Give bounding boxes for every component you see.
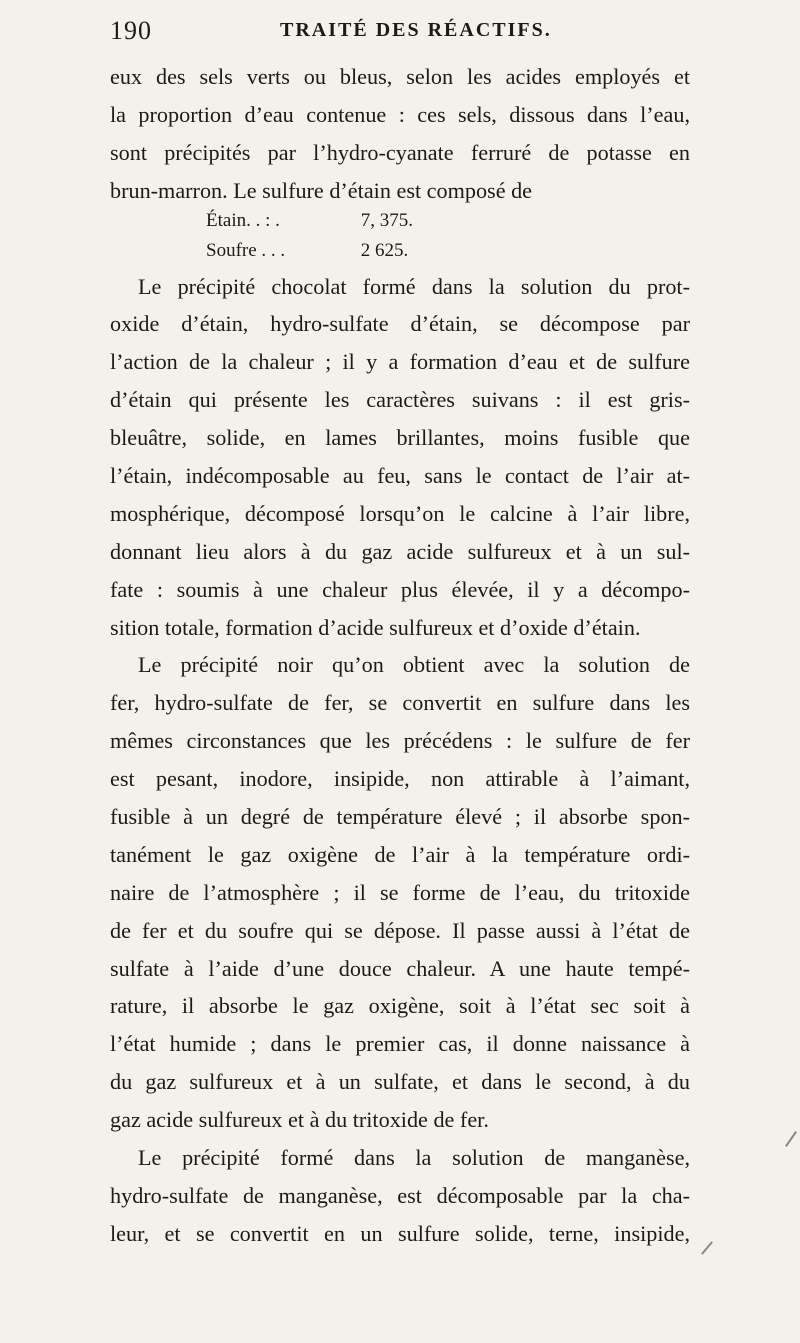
text-line: leur, et se convertit en un sulfure solide, terne, insipide, — [110, 1220, 690, 1246]
text-line: l’étain, indécomposable au feu, sans le contact de l’air at- — [110, 463, 690, 489]
text-line: naire de l’atmosphère ; il se forme de l’eau, du tritoxide — [110, 879, 690, 905]
composition-row — [110, 236, 690, 266]
composition-value: 2 625. — [360, 239, 409, 261]
composition-table — [110, 206, 690, 266]
text-line: brun-marron. Le sulfure d’étain est composé de — [110, 177, 533, 203]
text-line: sition totale, formation d’acide sulfureux et d’oxide d’étain. — [110, 614, 641, 640]
text-line: sont précipités par l’hydro-cyanate ferruré de potasse en — [110, 139, 690, 165]
running-head — [110, 16, 740, 50]
text-line: Le précipité chocolat formé dans la solution du prot- — [138, 273, 690, 299]
text-line: l’état humide ; dans le premier cas, il donne naissance à — [110, 1031, 690, 1057]
paragraph-1 — [110, 58, 690, 210]
text-line: sulfate à l’aide d’une douce chaleur. A une haute tempé- — [110, 955, 690, 981]
text-line: fer, hydro-sulfate de fer, se convertit en sulfure dans les — [110, 690, 690, 716]
text-line: mêmes circonstances que les précédens : le sulfure de fer — [110, 728, 690, 754]
text-line: donnant lieu alors à du gaz acide sulfureux et à un sul- — [110, 538, 690, 564]
text-line: l’action de la chaleur ; il y a formation d’eau et de sulfure — [110, 349, 690, 375]
paragraph-3 — [110, 646, 690, 1139]
text-line: tanément le gaz oxigène de l’air à la température ordi- — [110, 841, 690, 867]
paragraph-2 — [110, 268, 690, 647]
text-line: rature, il absorbe le gaz oxigène, soit à l’état sec soit à — [110, 993, 690, 1019]
text-line: fate : soumis à une chaleur plus élevée, il y a décompo- — [110, 576, 690, 602]
text-line: fusible à un degré de température élevé ; il absorbe spon- — [110, 804, 690, 830]
text-line: bleuâtre, solide, en lames brillantes, moins fusible que — [110, 425, 690, 451]
text-line: du gaz sulfureux et à un sulfate, et dans le second, à du — [110, 1069, 690, 1095]
composition-row — [110, 206, 690, 236]
text-line: est pesant, inodore, insipide, non attirable à l’aimant, — [110, 766, 690, 792]
text-line: d’étain qui présente les caractères suivans : il est gris- — [110, 387, 690, 413]
text-line: mosphérique, décomposé lorsqu’on le calcine à l’air libre, — [110, 500, 690, 526]
composition-value: 7, 375. — [360, 209, 413, 231]
text-line: oxide d’étain, hydro-sulfate d’étain, se décompose par — [110, 311, 690, 337]
text-line: Le précipité formé dans la solution de manganèse, — [138, 1145, 690, 1171]
composition-element: Soufre . . . — [206, 239, 286, 261]
text-line: gaz acide sulfureux et à du tritoxide de fer. — [110, 1107, 489, 1133]
margin-mark — [701, 1241, 713, 1255]
margin-mark — [785, 1131, 797, 1147]
text-line: hydro-sulfate de manganèse, est décomposable par la cha- — [110, 1182, 690, 1208]
paragraph-4 — [110, 1139, 690, 1253]
text-line: eux des sels verts ou bleus, selon les acides employés et — [110, 64, 690, 89]
text-line: de fer et du soufre qui se dépose. Il passe aussi à l’état de — [110, 917, 690, 943]
page-number: 190 — [110, 16, 152, 45]
running-title: TRAITÉ DES RÉACTIFS. — [280, 19, 552, 41]
body-text — [110, 58, 690, 1253]
text-line: la proportion d’eau contenue : ces sels, dissous dans l’eau, — [110, 101, 690, 127]
text-line: Le précipité noir qu’on obtient avec la solution de — [138, 652, 690, 678]
composition-element: Étain. . : . — [206, 209, 280, 231]
